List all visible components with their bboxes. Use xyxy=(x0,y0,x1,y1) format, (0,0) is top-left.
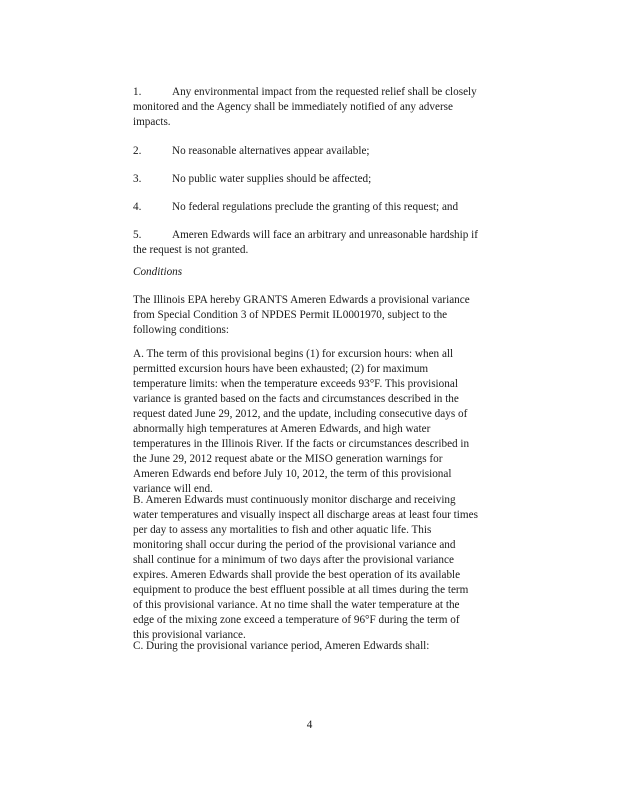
list-item-number: 4. xyxy=(133,201,142,213)
list-item-1 xyxy=(133,85,478,130)
list-item-text: No public water supplies should be affected; xyxy=(172,173,372,185)
list-item-text: Ameren Edwards will face an arbitrary and unreasonable hardship if the request is not granted. xyxy=(133,229,478,256)
list-item-5 xyxy=(133,228,478,258)
list-item-number: 2. xyxy=(133,145,142,157)
list-item-number: 1. xyxy=(133,86,142,98)
list-item-number: 5. xyxy=(133,229,142,241)
condition-b-paragraph: B. Ameren Edwards must continuously monitor discharge and receiving water temperatures and visually inspect all discharge areas at least four times per day to assess any mortalities to fish and other aquatic life. This monitoring shall occur during the period of the provisional variance and shall continue for a minimum of two days after the provisional variance expires. Ameren Edwards shall provide the best operation of its available equipment to produce the best effluent possible at all times during the term of this provisional variance. At no time shall the water temperature at the edge of the mixing zone exceed a temperature of 96°F during the term of this provisional variance. xyxy=(133,494,478,641)
list-item-4 xyxy=(133,200,478,215)
page-number: 4 xyxy=(306,719,313,731)
list-item-2 xyxy=(133,144,478,159)
list-item-3 xyxy=(133,172,478,187)
grant-paragraph: The Illinois EPA hereby GRANTS Ameren Edwards a provisional variance from Special Condition 3 of NPDES Permit IL0001970, subject to the following conditions: xyxy=(133,294,470,336)
condition-a-paragraph: A. The term of this provisional begins (1) for excursion hours: when all permitted excursion hours have been exhausted; (2) for maximum temperature limits: when the temperature exceeds 93°F. This provisional variance is granted based on the facts and circumstances described in the request dated June 29, 2012, and the update, including consecutive days of abnormally high temperatures at Ameren Edwards, and high water temperatures in the Illinois River. If the facts or circumstances described in the June 29, 2012 request abate or the MISO generation warnings for Ameren Edwards end before July 10, 2012, the term of this provisional variance will end. xyxy=(133,348,470,495)
list-item-text: No federal regulations preclude the granting of this request; and xyxy=(172,201,459,213)
list-item-number: 3. xyxy=(133,173,142,185)
list-item-text: Any environmental impact from the requested relief shall be closely monitored and the Agency shall be immediately notified of any adverse impacts. xyxy=(133,86,477,128)
list-item-text: No reasonable alternatives appear available; xyxy=(172,145,370,157)
condition-c-paragraph: C. During the provisional variance period, Ameren Edwards shall: xyxy=(133,640,430,652)
conditions-heading: Conditions xyxy=(133,266,183,278)
